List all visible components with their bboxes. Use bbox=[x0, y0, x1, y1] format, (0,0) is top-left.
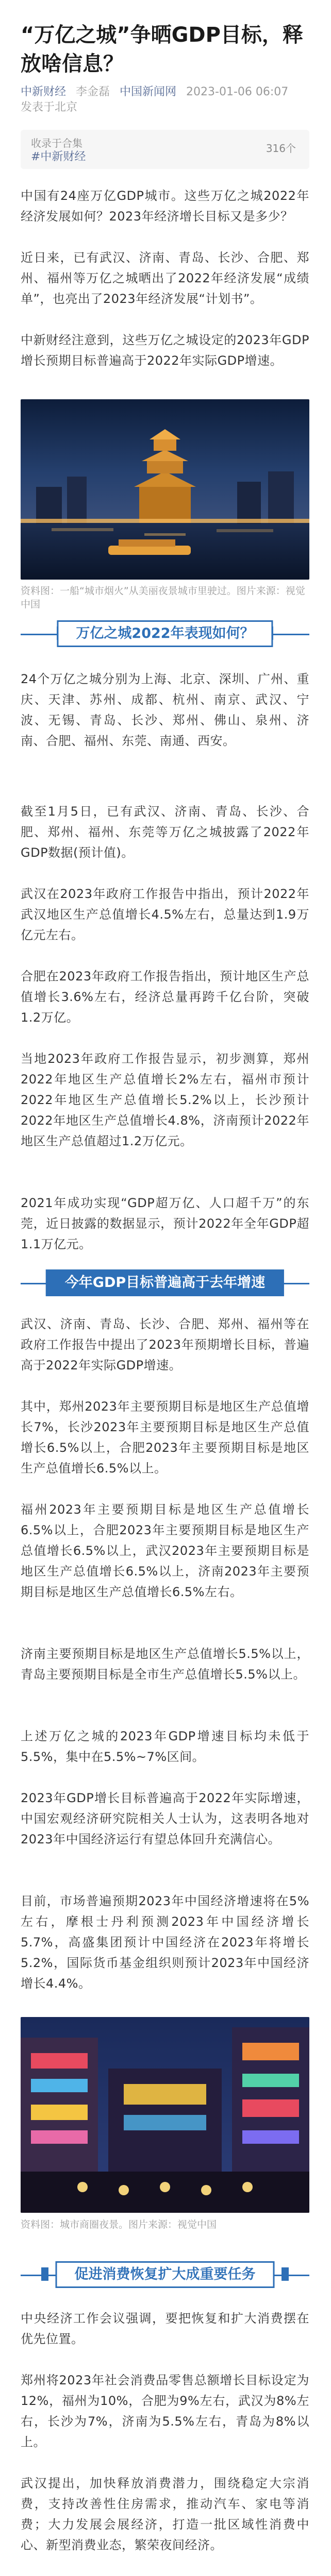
paragraph: 其中，郑州2023年主要预期目标是地区生产总值增长7%，长沙2023年主要预期目标是地区生产总值增长6.5%以上，合肥2023年主要预期目标是地区生产总值增长6.5%以上。 bbox=[21, 1399, 309, 1476]
paragraph: 2021年成功实现“GDP超万亿、人口超千万”的东莞，近日披露的数据显示，预计2022年全年GDP超1.1万亿元。 bbox=[21, 1196, 309, 1251]
paragraph: 目前，市场普遍预期2023年中国经济增速将在5%左右，摩根士丹利预测2023年中国经济增长5.7%，高盛集团预计中国经济在2023年将增长5.2%，国际货币基金组织则预计2023年中国经济增长4.4%。 bbox=[21, 1894, 309, 1991]
paragraph: 合肥在2023年政府工作报告指出，预计地区生产总值增长3.6%左右，经济总量再跨千亿台阶，突破1.2万亿。 bbox=[21, 969, 309, 1025]
paragraph: 当地2023年政府工作报告显示，初步测算，郑州2022年地区生产总值增长2%左右，福州市预计2022年地区生产总值增长5.2%以上，长沙预计2022年地区生产总值增长4.8%，济南预计2022年地区生产总值超过1.2万亿元。 bbox=[21, 1052, 309, 1148]
paragraph: 截至1月5日，已有武汉、济南、青岛、长沙、合肥、郑州、福州、东莞等万亿之城披露了2022年GDP数据(预计值)。 bbox=[21, 804, 309, 860]
paragraph: 中央经济工作会议强调，要把恢复和扩大消费摆在优先位置。 bbox=[21, 2311, 309, 2346]
section-ornament bbox=[282, 2267, 289, 2281]
paragraph: 上述万亿之城的2023年GDP增速目标均未低于5.5%，集中在5.5%~7%区间。 bbox=[21, 1729, 309, 1764]
city-night-photo bbox=[21, 399, 309, 580]
article-title: “万亿之城”争晒GDP目标，释放啥信息？ bbox=[21, 23, 303, 76]
publish-location: 发表于北京 bbox=[21, 101, 78, 114]
paragraph: 近日来，已有武汉、济南、青岛、长沙、合肥、郑州、福州等万亿之城晒出了2022年经济发展“成绩单”，也亮出了2023年经济发展“计划书”。 bbox=[21, 250, 309, 306]
collection-count: 316个 bbox=[266, 142, 296, 155]
paragraph: 24个万亿之城分别为上海、北京、深圳、广州、重庆、天津、苏州、成都、杭州、南京、武汉、宁波、无锡、青岛、长沙、郑州、佛山、泉州、济南、合肥、福州、东莞、南通、西安。 bbox=[21, 672, 309, 748]
section-heading bbox=[21, 618, 309, 650]
section-title: 万亿之城2022年表现如何？ bbox=[57, 620, 273, 647]
collection-card[interactable] bbox=[21, 130, 309, 169]
article-meta bbox=[21, 84, 309, 115]
paragraph: 武汉提出，加快释放消费潜力，围绕稳定大宗消费，支持改善性住房需求，推动汽车、家电等消费；大力发展会展经济，打造一批区域性消费中心、新型消费业态，繁荣夜间经济。 bbox=[21, 2476, 309, 2552]
source-account-link[interactable]: 中新财经 bbox=[21, 86, 67, 98]
collection-label: 收录于合集 bbox=[31, 137, 82, 149]
photo-caption: 资料图：一船“城市烟火”从美丽夜景城市里驶过。图片来源：视觉中国 bbox=[21, 585, 305, 610]
paragraph: 福州2023年主要预期目标是地区生产总值增长6.5%以上，合肥2023年主要预期目标是地区生产总值增长6.5%以上，武汉2023年主要预期目标是地区生产总值增长6.5%以上，济南2023年主要预期目标是地区生产总值增长6.5%左右。 bbox=[21, 1502, 309, 1599]
author-name: 李金磊 bbox=[76, 86, 110, 98]
shopping-street-photo bbox=[21, 2017, 309, 2213]
paragraph: 武汉在2023年政府工作报告中指出，预计2022年武汉地区生产总值增长4.5%左右，总量达到1.9万亿元左右。 bbox=[21, 887, 309, 942]
publish-date: 2023-01-06 06:07 bbox=[186, 86, 289, 98]
section-title: 今年GDP目标普遍高于去年增速 bbox=[46, 1269, 284, 1296]
collection-tag[interactable]: #中新财经 bbox=[31, 150, 86, 163]
paragraph: 济南主要预期目标是地区生产总值增长5.5%以上，青岛主要预期目标是全市生产总值增长5.5%以上。 bbox=[21, 1647, 309, 1682]
photo-caption: 资料图：城市商圈夜景。图片来源：视觉中国 bbox=[21, 2219, 217, 2230]
paragraph: 中新财经注意到，这些万亿之城设定的2023年GDP增长预期目标普遍高于2022年实际GDP增速。 bbox=[21, 333, 309, 368]
paragraph: 2023年GDP增长目标普遍高于2022年实际增速，中国宏观经济研究院相关人士认为，这表明各地对2023年中国经济运行有望总体回升充满信心。 bbox=[21, 1791, 309, 1846]
paragraph: 郑州将2023年社会消费品零售总额增长目标设定为12%，福州为10%，合肥为9%左右，武汉为8%左右，长沙为7%，济南为5.5%左右，青岛为8%以上。 bbox=[21, 2373, 309, 2449]
section-heading bbox=[21, 1267, 309, 1299]
section-ornament bbox=[41, 2267, 48, 2281]
publisher-link[interactable]: 中国新闻网 bbox=[120, 86, 177, 98]
section-title: 促进消费恢复扩大成重要任务 bbox=[56, 2261, 275, 2288]
section-heading bbox=[21, 2259, 309, 2291]
city-night-illustration bbox=[21, 399, 309, 580]
paragraph: 武汉、济南、青岛、长沙、合肥、郑州、福州等在政府工作报告中提出了2023年预期增长目标，普遍高于2022年实际GDP增速。 bbox=[21, 1317, 309, 1372]
shopping-street-illustration bbox=[21, 2017, 309, 2213]
paragraph: 中国有24座万亿GDP城市。这些万亿之城2022年经济发展如何？2023年经济增长目标又是多少？ bbox=[21, 189, 309, 224]
